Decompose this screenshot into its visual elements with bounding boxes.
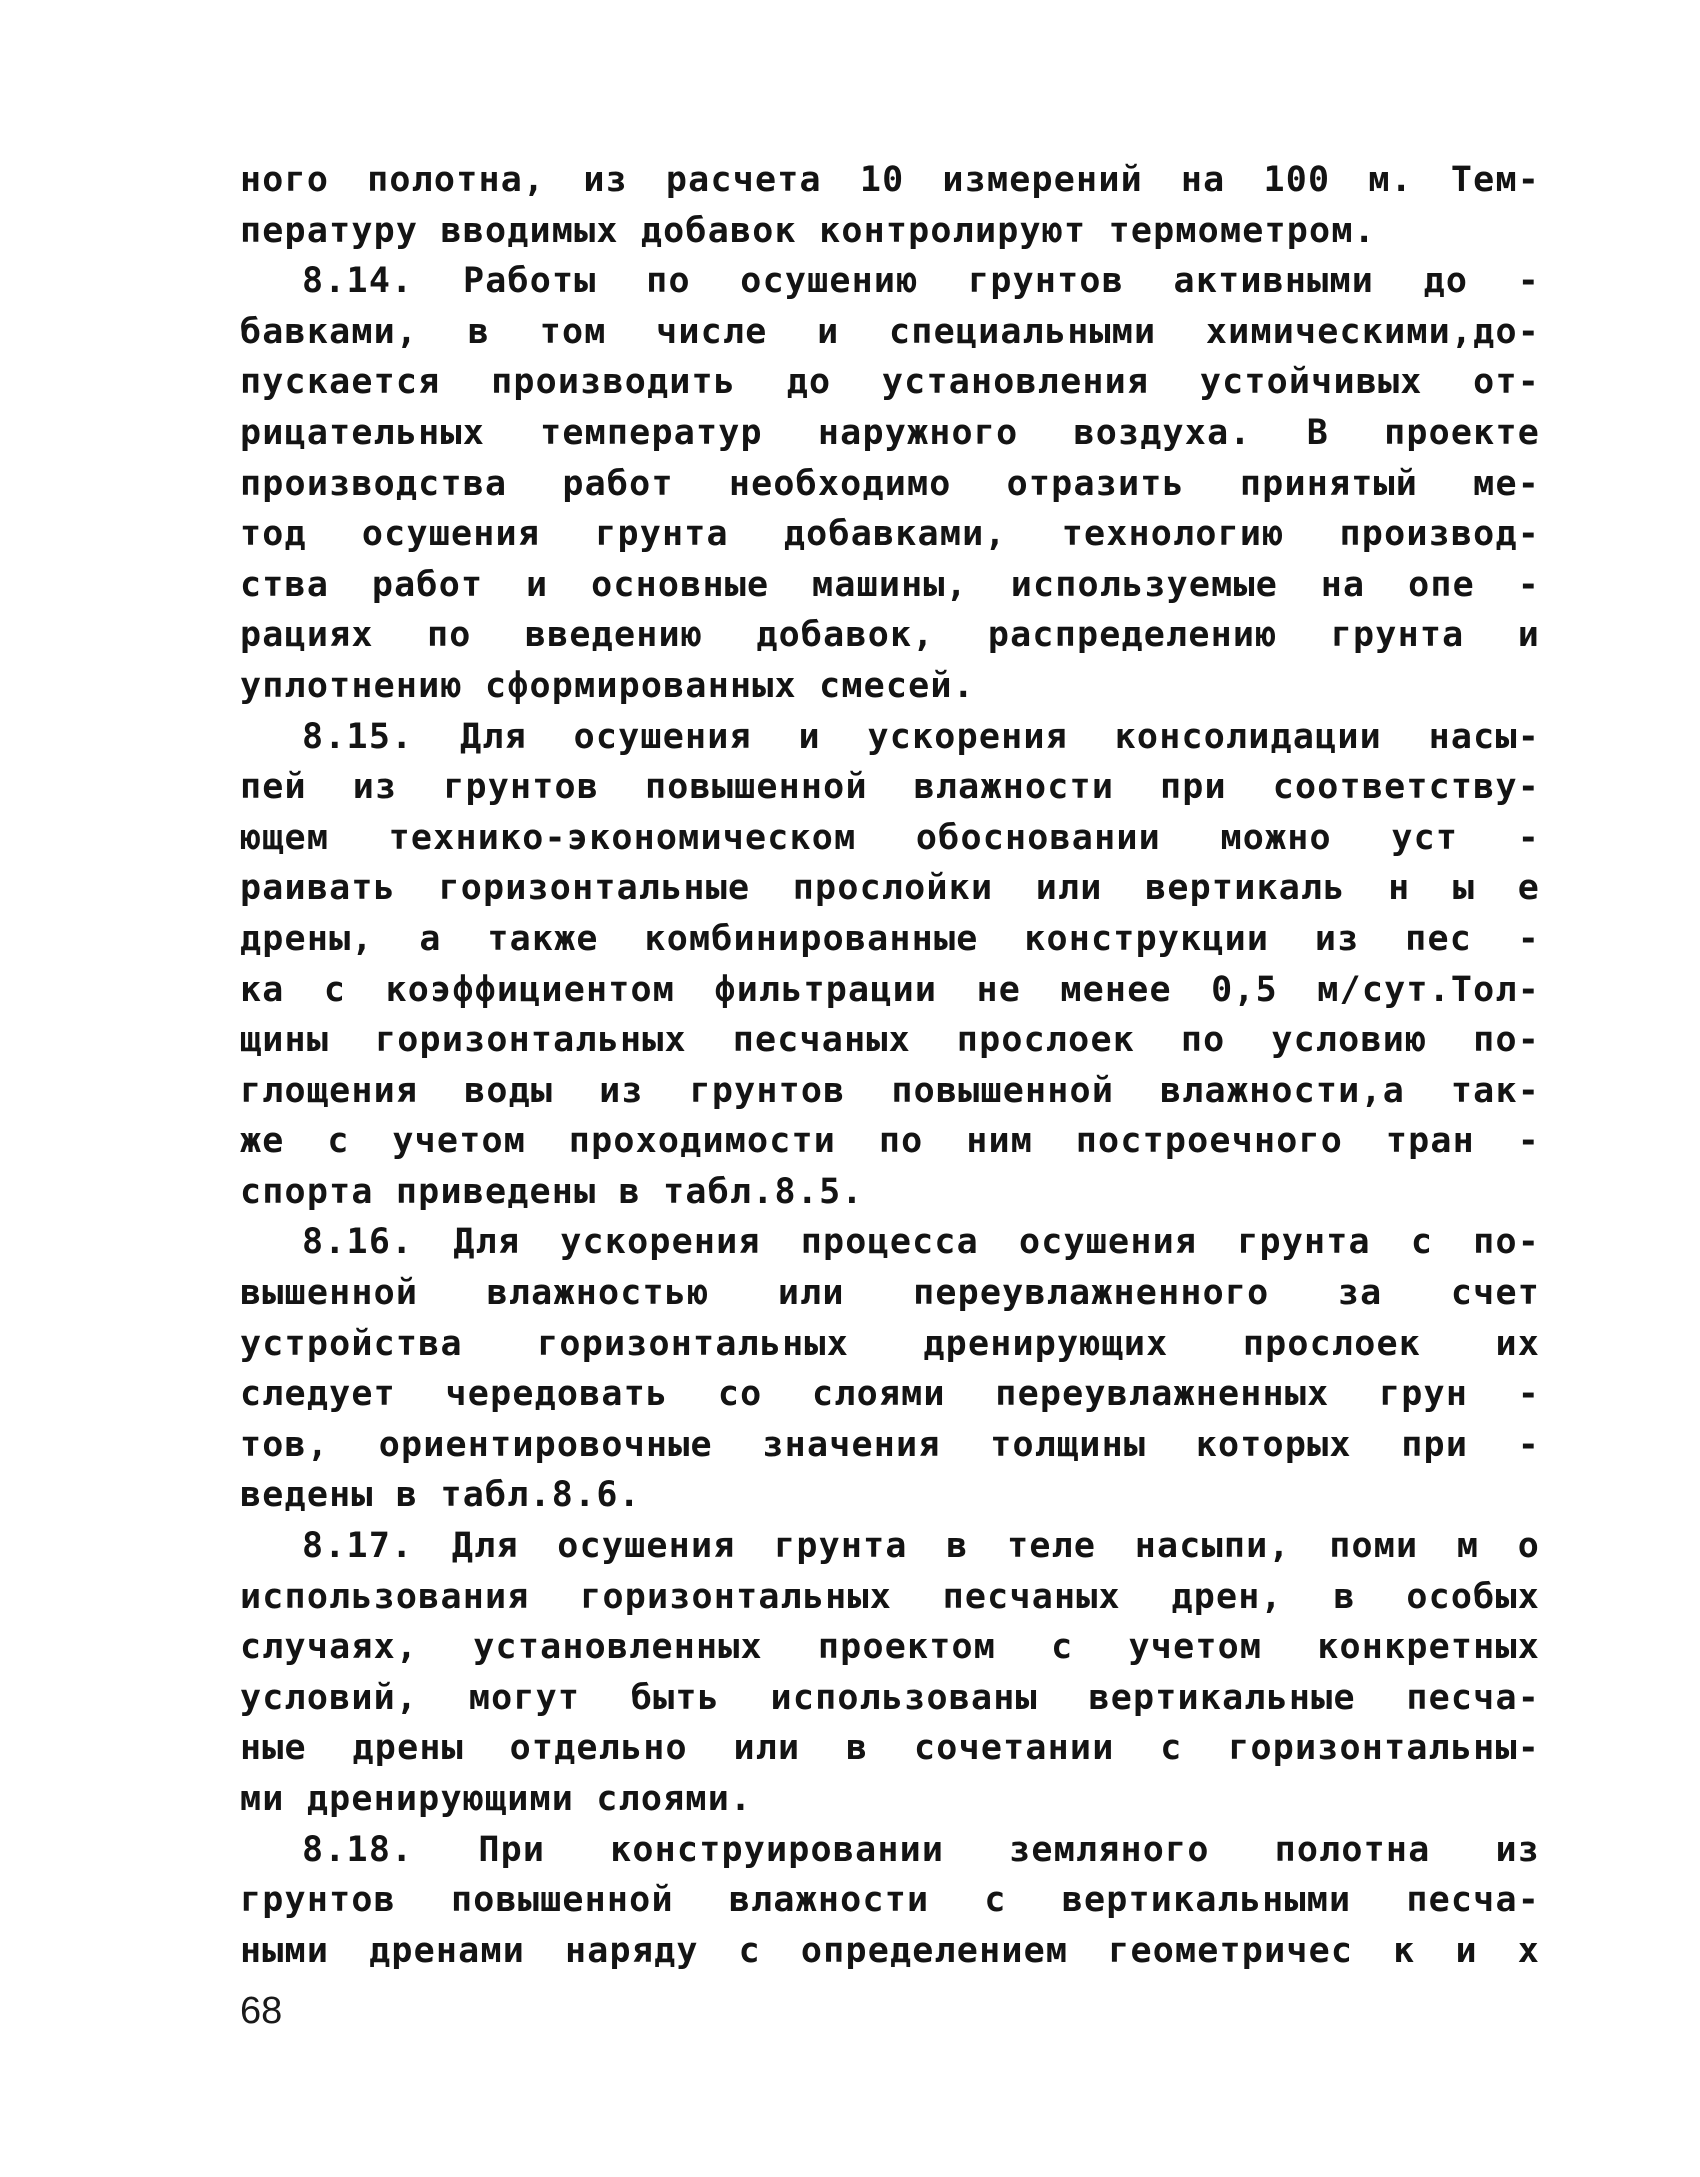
text-line: грунтов повышенной влажности с вертикальными песча- [240,1880,1540,1921]
text-line: бавками, в том числе и специальными химическими,до- [240,311,1540,352]
text-line: ные дрены отдельно или в сочетании с горизонтальны- [240,1728,1540,1769]
paragraph-8-14-start: 8.14. Работы по осушению грунтов активными до - [302,261,1540,302]
text-line: ного полотна, из расчета 10 измерений на 100 м. Тем- [240,160,1540,200]
text-line: глощения воды из грунтов повышенной влажности,а так- [240,1070,1540,1111]
paragraph-8-17-start: 8.17. Для осушения грунта в теле насыпи, поми м о [302,1526,1540,1567]
text-line: пей из грунтов повышенной влажности при соответству- [240,767,1540,808]
text-line: ведены в табл.8.6. [240,1475,641,1516]
paragraph-8-16-start: 8.16. Для ускорения процесса осушения грунта с по- [302,1222,1540,1263]
text-line: рицательных температур наружного воздуха. В проекте [240,412,1540,453]
text-line: пускается производить до установления устойчивых от- [240,362,1540,403]
page-number: 68 [240,1990,283,2032]
text-line: ка с коэффициентом фильтрации не менее 0,5 м/сут.Тол- [240,969,1540,1010]
text-line: следует чередовать со слоями переувлажненных грун - [240,1374,1540,1415]
text-line: пературу вводимых добавок контролируют термометром. [240,210,1376,251]
text-line: ства работ и основные машины, используемые на опе - [240,564,1540,605]
text-line: уплотнению сформированных смесей. [240,665,975,706]
text-line: дрены, а также комбинированные конструкции из пес - [240,918,1540,959]
text-line: щины горизонтальных песчаных прослоек по условию по- [240,1020,1540,1061]
paragraph-8-15-start: 8.15. Для осушения и ускорения консолидации насы- [302,716,1540,757]
text-line: же с учетом проходимости по ним построечного тран - [240,1121,1540,1162]
text-line: производства работ необходимо отразить принятый ме- [240,463,1540,504]
text-line: вышенной влажностью или переувлажненного за счет [240,1273,1540,1314]
body-text [240,155,1540,1976]
text-line: ными дренами наряду с определением геометричес к и х [240,1930,1540,1971]
text-line: ми дренирующими слоями. [240,1779,753,1819]
text-line: спорта приведены в табл.8.5. [240,1171,864,1212]
text-line: условий, могут быть использованы вертикальные песча- [240,1677,1540,1718]
text-line: использования горизонтальных песчаных дрен, в особых [240,1576,1540,1617]
text-line: ющем технико-экономическом обосновании можно уст - [240,817,1540,858]
text-line: случаях, установленных проектом с учетом конкретных [240,1627,1540,1668]
text-line: тов, ориентировочные значения толщины которых при - [240,1424,1540,1465]
text-line: тод осушения грунта добавками, технологию производ- [240,514,1540,555]
text-line: раивать горизонтальные прослойки или вертикаль н ы е [240,868,1540,909]
paragraph-8-18-start: 8.18. При конструировании земляного полотна из [302,1829,1540,1870]
text-line: рациях по введению добавок, распределению грунта и [240,615,1540,656]
text-line: устройства горизонтальных дренирующих прослоек их [240,1323,1540,1364]
